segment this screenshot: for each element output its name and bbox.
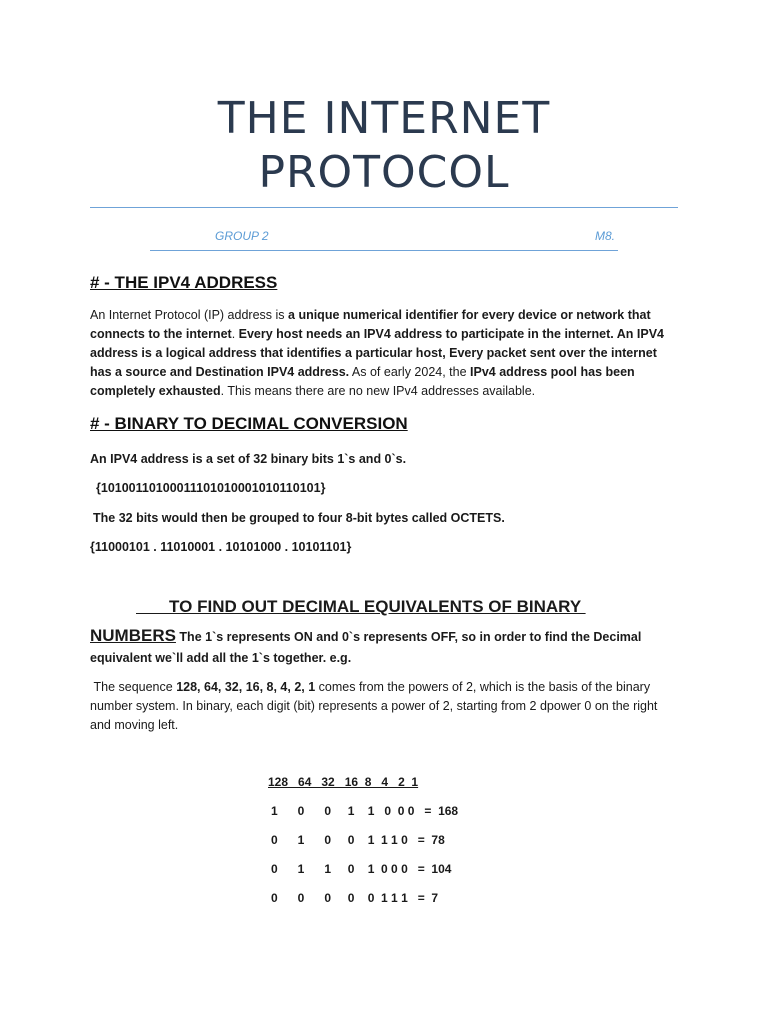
text-run: As of early 2024, the <box>349 365 471 379</box>
numbers-paragraph <box>90 625 680 669</box>
class-code: M8. <box>595 229 616 243</box>
text-run-bold: Every host needs an IPV4 address to participate in the internet. An IPV4 address is a logical address that identifies a particular host, Every packet sent over the internet has a source and Destination IPV4 address. <box>90 327 664 379</box>
text-run: . This means there are no new IPv4 addresses available. <box>220 384 536 398</box>
decimal-equivalents-heading: TO FIND OUT DECIMAL EQUIVALENTS OF BINARY <box>136 597 586 616</box>
octets-intro: The 32 bits would then be grouped to four 8-bit bytes called OCTETS. <box>93 511 505 525</box>
numbers-word: NUMBERS <box>90 626 176 645</box>
text-run-bold: a unique numerical identifier for every device or network that connects to the internet <box>90 308 651 341</box>
text-run-bold: 128, 64, 32, 16, 8, 4, 2, 1 <box>176 680 316 694</box>
title-line-1: THE INTERNET <box>217 93 551 144</box>
text-run: The sequence <box>93 680 177 694</box>
sequence-paragraph <box>90 678 680 735</box>
text-run-bold: IPv4 address pool has been completely exhausted <box>90 365 635 398</box>
table-row: 1 0 0 1 1 0 0 0 = 168 <box>271 804 459 818</box>
subtitle-divider <box>150 250 618 251</box>
text-run: An Internet Protocol (IP) address is <box>90 308 289 322</box>
table-header: 128 64 32 16 8 4 2 1 <box>268 775 419 789</box>
binary-intro: An IPV4 address is a set of 32 binary bits 1`s and 0`s. <box>90 452 407 466</box>
title-divider <box>90 207 678 208</box>
table-row: 0 1 0 0 1 1 1 0 = 78 <box>271 833 445 847</box>
table-row: 0 0 0 0 0 1 1 1 = 7 <box>271 891 439 905</box>
text-run: comes from the powers of 2, which is the basis of the binary number system. In binary, each digit (bit) represents a power of 2, starting from 2 dpower 0 on the right and moving left. <box>90 680 658 732</box>
table-row: 0 1 1 0 1 0 0 0 = 104 <box>271 862 452 876</box>
text-run: . <box>231 327 239 341</box>
octets-value: {11000101 . 11010001 . 10101000 . 10101101} <box>90 540 352 554</box>
group-label: GROUP 2 <box>215 229 269 243</box>
title-line-2: PROTOCOL <box>258 147 510 198</box>
binary-bits: {10100110100011101010001010110101} <box>96 481 326 495</box>
section-heading-ipv4: # - THE IPV4 ADDRESS <box>90 273 278 292</box>
numbers-explanation: The 1`s represents ON and 0`s represents OFF, so in order to find the Decimal equivalent we`ll add all the 1`s together. e.g. <box>90 630 642 665</box>
document-title <box>90 92 678 200</box>
ipv4-paragraph <box>90 306 680 401</box>
section-heading-binary: # - BINARY TO DECIMAL CONVERSION <box>90 414 408 433</box>
